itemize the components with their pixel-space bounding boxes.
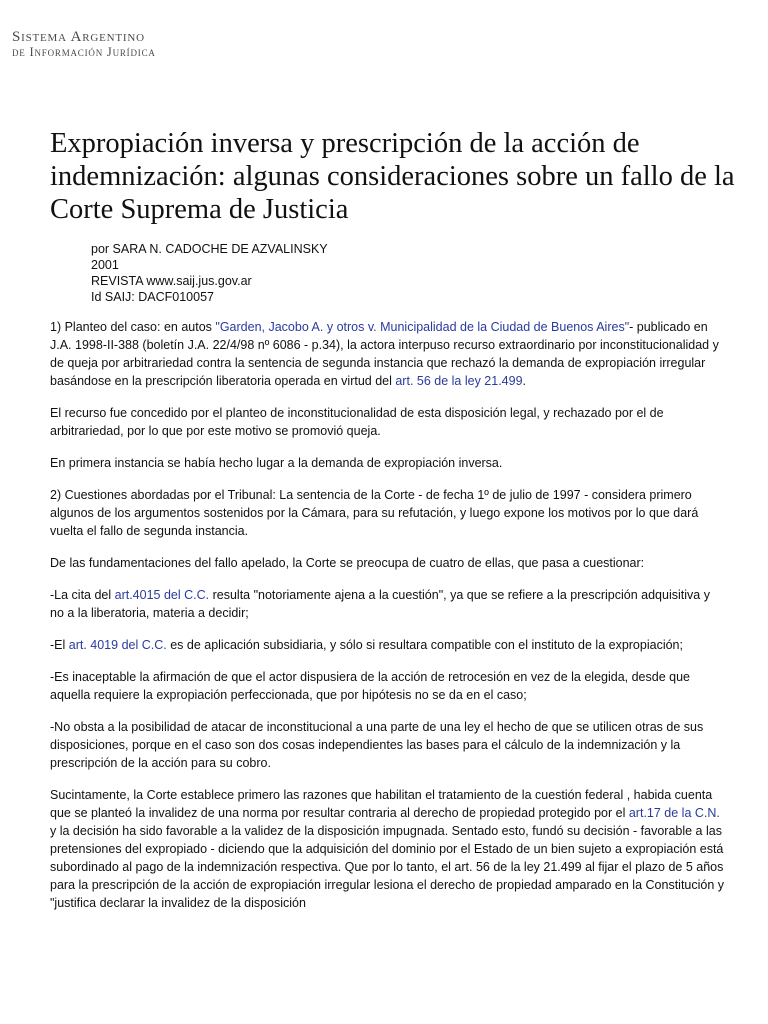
document-body [50, 318, 726, 926]
legal-reference-link[interactable]: art. 4019 del C.C. [68, 638, 167, 652]
legal-reference-link[interactable]: art. 56 de la ley 21.499 [395, 374, 523, 388]
paragraph-text: -No obsta a la posibilidad de atacar de inconstitucional a una parte de una ley el hecho de que se utilicen otras de sus disposiciones, porque en el caso son dos cosas independientes las bases para el cálculo de la indemnización y la prescripción de la acción para su cobro. [50, 720, 704, 770]
legal-reference-link[interactable]: art.4015 del C.C. [114, 588, 210, 602]
author: por SARA N. CADOCHE DE AZVALINSKY [91, 242, 328, 256]
paragraph-text: es de aplicación subsidiaria, y sólo si resultara compatible con el instituto de la expropiación; [166, 638, 683, 652]
saij-logo [12, 30, 156, 59]
paragraph-text: -La cita del [50, 588, 115, 602]
paragraph-text: y la decisión ha sido favorable a la validez de la disposición impugnada. Sentado esto, fundó su decisión - favorable a las pretensiones del expropiado - diciendo que la adquisición del dominio por el Estado de un bien sujeto a expropiación está subordinado al pago de la indemnización respectiva. Que por lo tanto, el art. 56 de la ley 21.499 al fijar el plazo de 5 años para la prescripción de la acción de expropiación irregular lesiona el derecho de propiedad amparado en la Constitución y "justifica declarar la invalidez de la disposición [50, 824, 725, 910]
paragraph [50, 586, 726, 622]
paragraph-text: - publicado en J.A. 1998-II-388 (boletín J.A. 22/4/98 nº 6086 - p.34), la actora interpuso recurso extraordinario por inconstitucionalidad y de queja por arbitrariedad contra la sentencia de segunda instancia que rechazó la demanda de expropiación irregular basándose en la prescripción liberatoria operada en virtud del [50, 320, 719, 388]
paragraph [50, 786, 726, 912]
document-title: Expropiación inversa y prescripción de la acción de indemnización: algunas consideraciones sobre un fallo de la Corte Suprema de Justicia [50, 128, 735, 225]
paragraph [50, 318, 726, 390]
paragraph-text: Sucintamente, la Corte establece primero las razones que habilitan el tratamiento de la cuestión federal , habida cuenta que se planteó la invalidez de una norma por resultar contraria al derecho de propiedad protegido por el [50, 788, 713, 820]
legal-reference-link[interactable]: "Garden, Jacobo A. y otros v. Municipalidad de la Ciudad de Buenos Aires" [215, 320, 630, 334]
saij-id: Id SAIJ: DACF010057 [91, 290, 214, 304]
year: 2001 [91, 258, 119, 272]
paragraph-text: -El [50, 638, 69, 652]
paragraph-text: El recurso fue concedido por el planteo de inconstitucionalidad de esta disposición legal, y rechazado por el de arbitrariedad, por lo que por este motivo se promovió queja. [50, 406, 664, 438]
document-metadata [91, 241, 328, 305]
source: REVISTA www.saij.jus.gov.ar [91, 274, 252, 288]
legal-reference-link[interactable]: art.17 de la C.N. [628, 806, 720, 820]
paragraph [50, 668, 726, 704]
paragraph-text: De las fundamentaciones del fallo apelado, la Corte se preocupa de cuatro de ellas, que pasa a cuestionar: [50, 556, 645, 570]
paragraph [50, 486, 726, 540]
paragraph [50, 718, 726, 772]
logo-line-1: Sistema Argentino [12, 29, 145, 45]
paragraph-text: . [522, 374, 527, 388]
paragraph-text: resulta "notoriamente ajena a la cuestión", ya que se refiere a la prescripción adquisitiva y no a la liberatoria, materia a decidir; [50, 588, 710, 620]
logo-line-2: de Información Jurídica [12, 44, 156, 59]
paragraph-text: -Es inaceptable la afirmación de que el actor dispusiera de la acción de retrocesión en vez de la elegida, desde que aquella requiere la expropiación perfeccionada, que por hipótesis no se da en el caso; [50, 670, 690, 702]
paragraph [50, 404, 726, 440]
paragraph [50, 554, 726, 572]
paragraph-text: 1) Planteo del caso: en autos [50, 320, 216, 334]
paragraph-text: En primera instancia se había hecho lugar a la demanda de expropiación inversa. [50, 456, 503, 470]
paragraph [50, 636, 726, 654]
paragraph [50, 454, 726, 472]
paragraph-text: 2) Cuestiones abordadas por el Tribunal: La sentencia de la Corte - de fecha 1º de julio de 1997 - considera primero algunos de los argumentos sostenidos por la Cámara, para su refutación, y luego expone los motivos por lo que dará vuelta el fallo de segunda instancia. [50, 488, 699, 538]
